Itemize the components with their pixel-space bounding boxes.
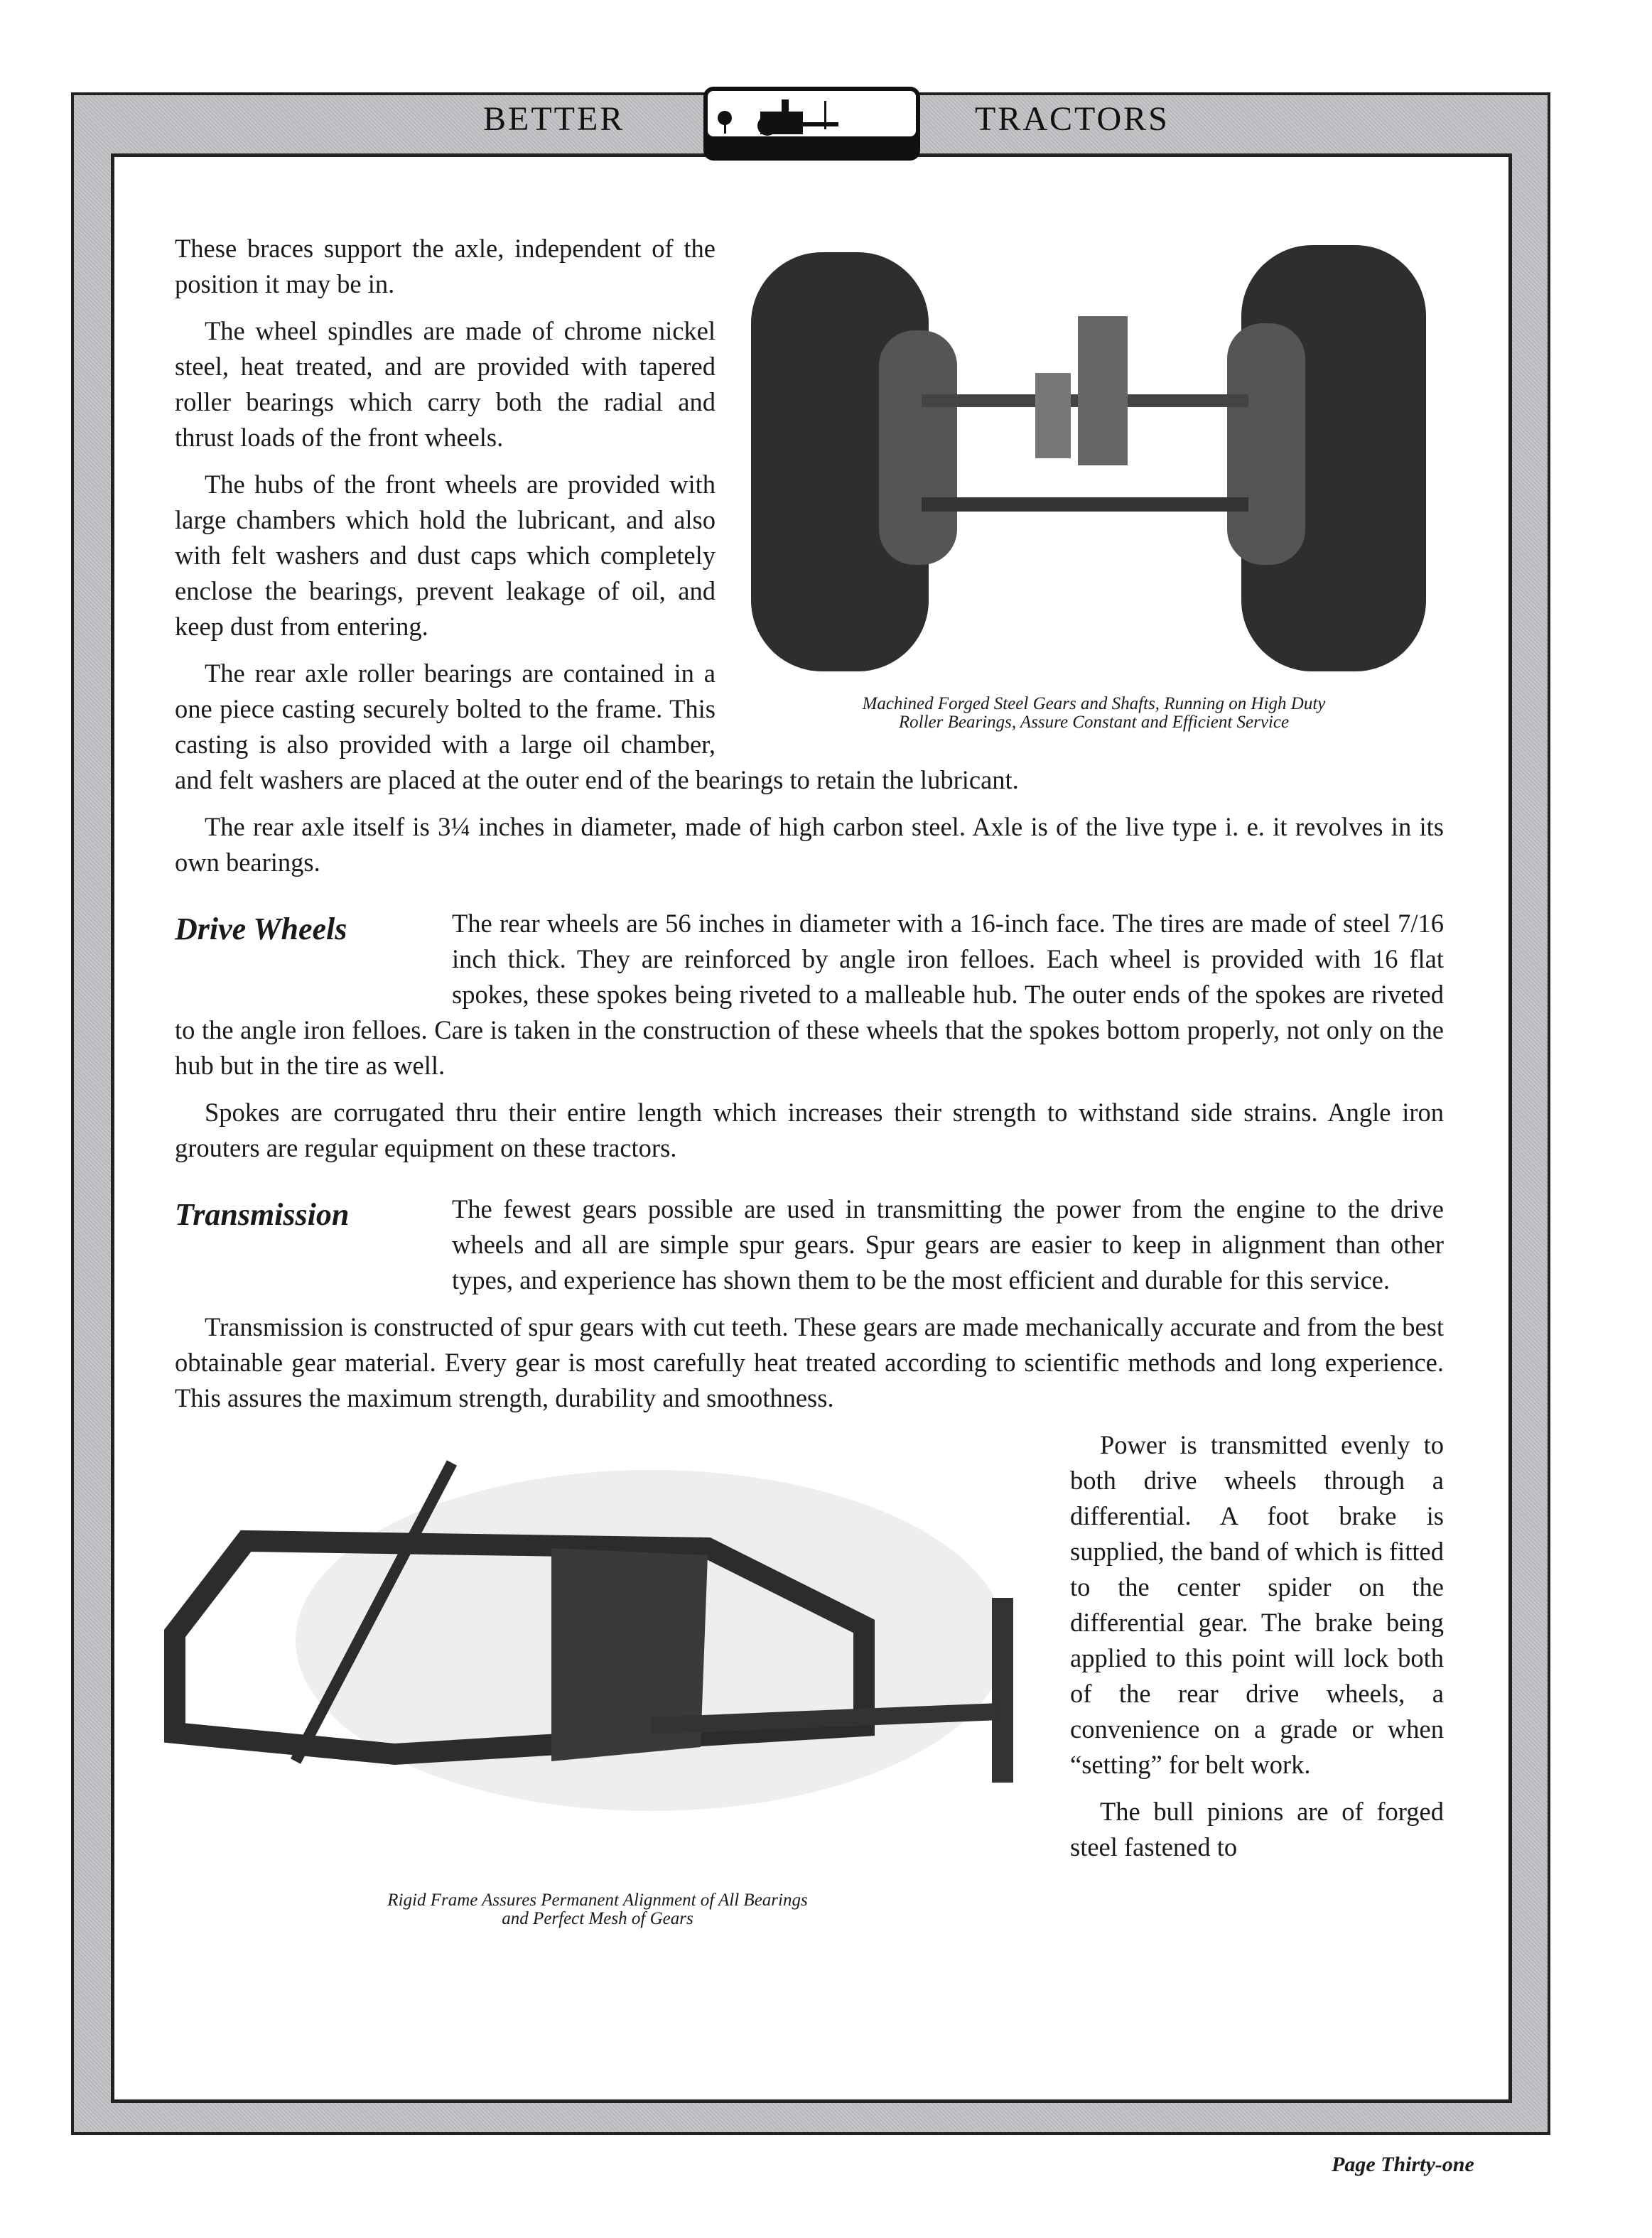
gears-figure: [744, 231, 1444, 732]
paragraph: The rear axle itself is 3¼ inches in diameter, made of high carbon steel. Axle is of the live type i. e. it revolves in its own bearings.: [175, 812, 1444, 877]
frame-figure: [153, 1427, 1042, 1939]
page-number: Page Thirty-one: [1332, 2153, 1474, 2176]
paragraph: The wheel spindles are made of chrome nickel steel, heat treated, and are provided with tapered roller bearings which carry both the radial and thrust loads of the front wheels.: [175, 316, 716, 452]
rigid-frame-image: [153, 1427, 1042, 1882]
header-left: BETTER: [483, 100, 625, 138]
header-right: TRACTORS: [975, 100, 1170, 138]
paragraph: These braces support the axle, independent of the position it may be in.: [175, 234, 716, 298]
frame-caption-line2: and Perfect Mesh of Gears: [502, 1909, 693, 1928]
gears-caption-line2: Roller Bearings, Assure Constant and Efficient Service: [898, 713, 1290, 732]
drive-wheels-heading: Drive Wheels: [175, 912, 347, 946]
frame-caption-line1: Rigid Frame Assures Permanent Alignment of All Bearings: [387, 1891, 808, 1910]
gears-caption-line1: Machined Forged Steel Gears and Shafts, Running on High Duty: [862, 694, 1326, 713]
page-content: [175, 231, 1444, 1939]
paragraph: The rear axle roller bearings are contained in a one piece casting securely bolted to the frame. This casting is also provided with a large oil chamber, and felt washers are placed at the outer end of the bearings to retain the lubricant.: [175, 659, 1019, 794]
paragraph: The fewest gears possible are used in transmitting the power from the engine to the drive wheels and all are simple spur gears. Spur gears are easier to keep in alignment than other types, and experience has shown them to be the most efficient and durable for this service.: [452, 1194, 1444, 1294]
transmission-heading: Transmission: [175, 1197, 350, 1232]
paragraph: Power is transmitted evenly to both drive wheels through a differential. A foot brake is supplied, the band of which is fitted to the center spider on the differential gear. The brake being applied to this point will lock both of the rear drive wheels, a convenience on a grade or when “setting” for belt work.: [1070, 1430, 1444, 1779]
paragraph: Spokes are corrugated thru their entire length which increases their strength to withstand side strains. Angle iron grouters are regular equipment on these tractors.: [175, 1098, 1444, 1162]
paragraph: The hubs of the front wheels are provided with large chambers which hold the lubricant, and also with felt washers and dust caps which completely enclose the bearings, prevent leakage of oil, and keep dust from entering.: [175, 470, 716, 641]
paragraph: Transmission is constructed of spur gears with cut teeth. These gears are made mechanically accurate and from the best obtainable gear material. Every gear is most carefully heat treated according to scientific methods and long experience. This assures the maximum strength, durability and smoothness.: [175, 1312, 1444, 1412]
gears-and-wheels-image: [744, 231, 1444, 686]
paragraph: The bull pinions are of forged steel fastened to: [1070, 1797, 1444, 1861]
tractor-logo: [703, 87, 920, 161]
paragraph: The rear wheels are 56 inches in diameter with a 16-inch face. The tires are made of steel 7/16 inch thick. They are reinforced by angle iron felloes. Each wheel is provided with 16 flat spokes, these spokes being riveted to a malleable hub. The outer ends of the spokes are riveted to the angle iron felloes. Care is taken in the construction of these wheels that the spokes bottom properly, not only on the hub but in the tire as well.: [175, 909, 1444, 1080]
